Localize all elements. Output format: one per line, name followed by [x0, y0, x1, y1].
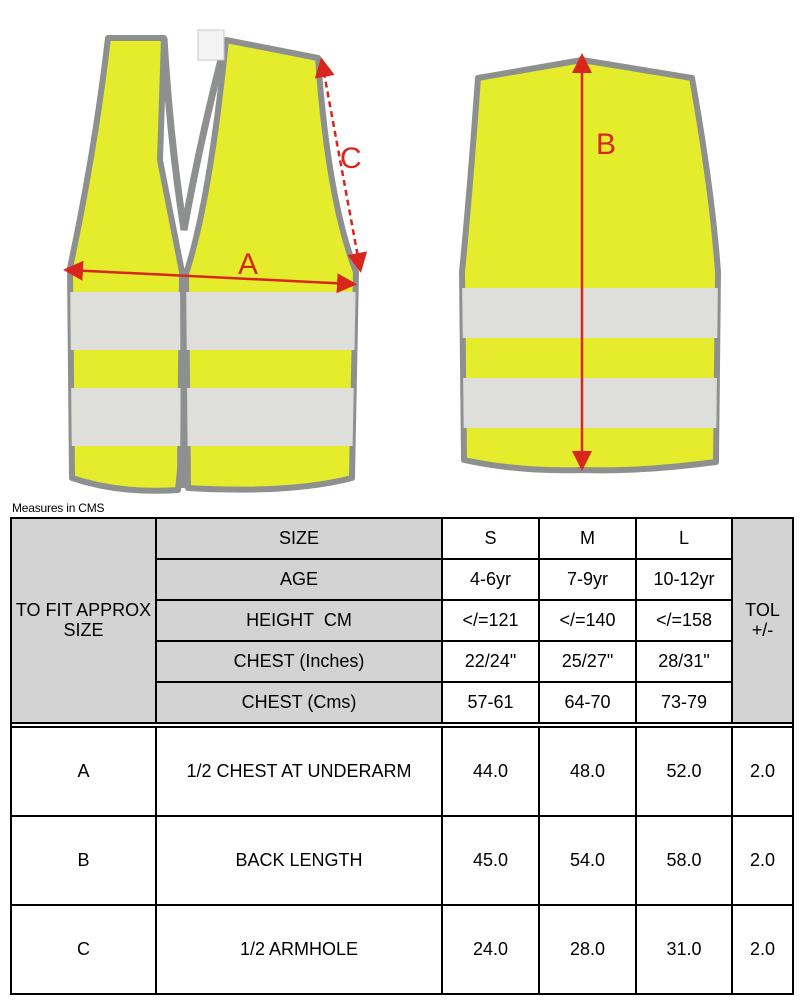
table-row: [11, 518, 793, 559]
cell-value: </=140: [539, 600, 636, 641]
cell-value: 31.0: [636, 905, 732, 994]
tol-value: 2.0: [732, 905, 793, 994]
tol-label: TOL +/-: [732, 518, 793, 723]
vest-illustration: [0, 0, 800, 500]
cell-value: 44.0: [442, 727, 539, 816]
cell-value: 24.0: [442, 905, 539, 994]
size-m: M: [539, 518, 636, 559]
measure-label: BACK LENGTH: [156, 816, 442, 905]
row-label: AGE: [156, 559, 442, 600]
cell-value: 4-6yr: [442, 559, 539, 600]
table-row: [11, 905, 793, 994]
cell-value: 54.0: [539, 816, 636, 905]
row-label: SIZE: [156, 518, 442, 559]
cell-value: </=158: [636, 600, 732, 641]
measure-code: C: [11, 905, 156, 994]
cell-value: 28/31": [636, 641, 732, 682]
cell-value: 64-70: [539, 682, 636, 723]
measure-label: 1/2 ARMHOLE: [156, 905, 442, 994]
cell-value: 52.0: [636, 727, 732, 816]
cell-value: 28.0: [539, 905, 636, 994]
row-label: CHEST (Cms): [156, 682, 442, 723]
table-row: [11, 816, 793, 905]
tol-value: 2.0: [732, 727, 793, 816]
cell-value: 10-12yr: [636, 559, 732, 600]
cell-value: 57-61: [442, 682, 539, 723]
measures-caption: Measures in CMS: [12, 501, 105, 515]
table-row: [11, 727, 793, 816]
measure-code: A: [11, 727, 156, 816]
tol-value: 2.0: [732, 816, 793, 905]
vest-front: [60, 30, 370, 491]
cell-value: 73-79: [636, 682, 732, 723]
cell-value: 45.0: [442, 816, 539, 905]
cell-value: 58.0: [636, 816, 732, 905]
vest-back: [455, 60, 725, 470]
size-s: S: [442, 518, 539, 559]
measure-label: 1/2 CHEST AT UNDERARM: [156, 727, 442, 816]
marker-b: B: [596, 128, 617, 161]
measure-code: B: [11, 816, 156, 905]
cell-value: 25/27": [539, 641, 636, 682]
cell-value: 48.0: [539, 727, 636, 816]
marker-a: A: [238, 248, 259, 281]
row-label: HEIGHT CM: [156, 600, 442, 641]
row-label: CHEST (Inches): [156, 641, 442, 682]
to-fit-label: TO FIT APPROX SIZE: [11, 518, 156, 723]
cell-value: 7-9yr: [539, 559, 636, 600]
cell-value: </=121: [442, 600, 539, 641]
cell-value: 22/24": [442, 641, 539, 682]
size-l: L: [636, 518, 732, 559]
marker-c: C: [340, 142, 362, 175]
size-chart-table: [10, 517, 794, 995]
